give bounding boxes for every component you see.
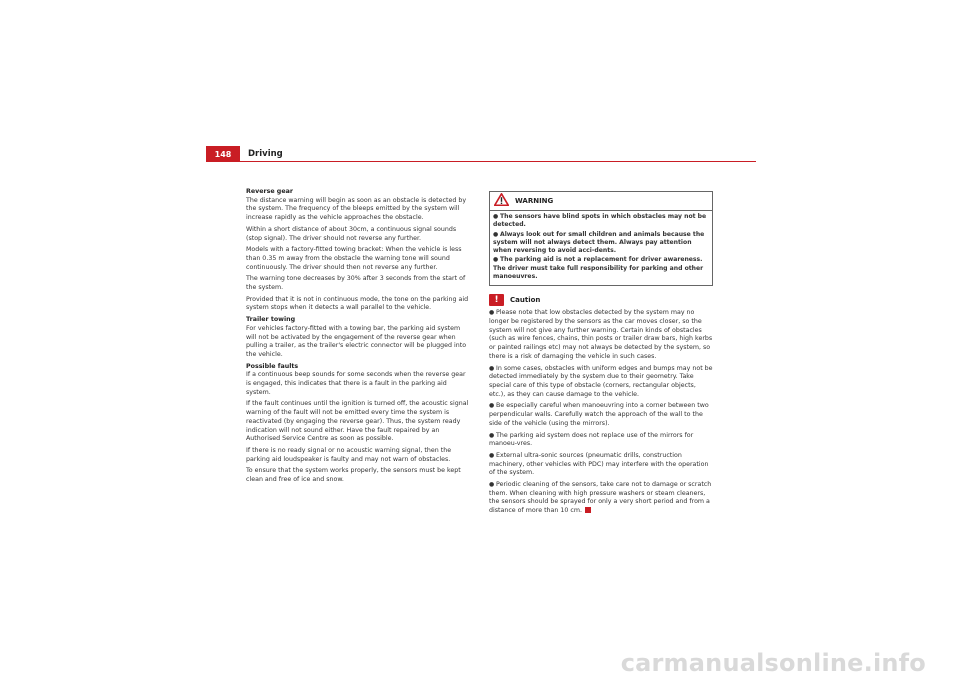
warning-header bbox=[490, 192, 712, 211]
paragraph: The distance warning will begin as soon as an obstacle is detected by the system. The frequency of the bleeps emitted by the system will increase rapidly as the vehicle approaches the obstacle. bbox=[246, 196, 467, 222]
bullet-icon: ● bbox=[489, 431, 495, 439]
watermark: carmanualsonline.info bbox=[620, 649, 926, 677]
bullet-icon: ● bbox=[489, 402, 495, 410]
caution-item: ● Be especially careful when manoeuvring into a corner between two perpendicular walls. Carefully watch the approach of the wall to the side of the vehicle (using the mirrors). bbox=[489, 402, 709, 427]
heading-possible-faults: Possible faults bbox=[246, 362, 299, 370]
caution-item: ● Please note that low obstacles detected by the system may no longer be registered by the sensors as the car moves closer, so the system will not give any further warning. Certain kinds of obstacles (such as wire fences, chains, thin posts or trailer draw bars, high kerbs or painted railings etc) may not always be detected by the system, so there is a risk of damaging the vehicle in such cases. bbox=[489, 309, 713, 360]
bullet-icon: ● bbox=[493, 256, 499, 264]
bullet-icon: ● bbox=[489, 364, 495, 372]
caution-exclamation-icon: ! bbox=[489, 294, 504, 306]
warning-item: ● The sensors have blind spots in which obstacles may not be detected. bbox=[493, 213, 707, 229]
paragraph: Models with a factory-fitted towing bracket: When the vehicle is less than 0.35 m away from the obstacle the warning tone will sound continuously. The driver should then not reverse any further. bbox=[246, 246, 462, 271]
bullet-icon: ● bbox=[489, 481, 495, 489]
warning-box bbox=[489, 191, 713, 286]
bullet-icon: ● bbox=[493, 213, 499, 220]
caution-item: ● In some cases, obstacles with uniform edges and bumps may not be detected immediately by the system due to their geometry. Take special care of this type of obstacle (corners, rectangular objects, etc.), as they can cause damage to the vehicle. bbox=[489, 364, 713, 398]
paragraph: If there is no ready signal or no acoustic warning signal, then the parking aid loudspeaker is faulty and may not warn of obstacles. bbox=[246, 446, 452, 463]
warning-triangle-icon bbox=[494, 193, 509, 210]
paragraph: If the fault continues until the ignition is turned off, the acoustic signal warning of the fault will not be emitted every time the system is reactivated (by engaging the reverse gear). Thus, the system ready indication will not sound either. Have the fault repaired by an Authorised Service Centre as soon as possible. bbox=[246, 400, 469, 443]
caution-title: Caution bbox=[510, 296, 541, 305]
section-title: Driving bbox=[248, 149, 283, 159]
header-divider bbox=[240, 161, 756, 162]
paragraph: For vehicles factory-fitted with a towing bar, the parking aid system will not be activated by the engagement of the reverse gear when pulling a trailer, as the trailer's electric connector will be plugged into the vehicle. bbox=[246, 324, 467, 358]
end-of-section-marker bbox=[585, 507, 591, 513]
bullet-icon: ● bbox=[489, 309, 495, 317]
warning-item: ● The parking aid is not a replacement for driver awareness. The driver must take full responsibility for parking and other manoeuvres. bbox=[493, 256, 704, 281]
caution-item: ● The parking aid system does not replace use of the mirrors for manoeu-vres. bbox=[489, 431, 694, 448]
caution-item: ● Periodic cleaning of the sensors, take care not to damage or scratch them. When cleaning with high pressure washers or steam cleaners, the sensors should be sprayed for only a very short period and from a distance of more than 10 cm. bbox=[489, 481, 712, 515]
caution-item: ● External ultra-sonic sources (pneumatic drills, construction machinery, other vehicles with PDC) may interfere with the operation of the system. bbox=[489, 451, 709, 477]
paragraph: If a continuous beep sounds for some seconds when the reverse gear is engaged, this indicates that there is a fault in the parking aid system. bbox=[246, 371, 466, 396]
paragraph: To ensure that the system works properly, the sensors must be kept clean and free of ice and snow. bbox=[246, 467, 461, 484]
warning-title: WARNING bbox=[515, 196, 554, 205]
paragraph: Provided that it is not in continuous mode, the tone on the parking aid system stops when it detects a wall parallel to the vehicle. bbox=[246, 295, 469, 312]
page-number: 148 bbox=[206, 146, 240, 162]
right-column bbox=[489, 191, 713, 519]
heading-reverse-gear: Reverse gear bbox=[246, 188, 293, 195]
warning-item: ● Always look out for small children and animals because the system will not always detect them. Always pay attention when reversing to avoid acci-dents. bbox=[493, 230, 705, 255]
bullet-icon: ● bbox=[493, 230, 499, 238]
bullet-icon: ● bbox=[489, 451, 495, 459]
page-header bbox=[206, 144, 756, 162]
paragraph: The warning tone decreases by 30% after 3 seconds from the start of the system. bbox=[246, 275, 466, 292]
heading-trailer-towing: Trailer towing bbox=[246, 316, 296, 324]
caution-header bbox=[489, 293, 713, 307]
left-column bbox=[246, 188, 472, 488]
paragraph: Within a short distance of about 30cm, a continuous signal sounds (stop signal). The driver should not reverse any further. bbox=[246, 225, 457, 242]
